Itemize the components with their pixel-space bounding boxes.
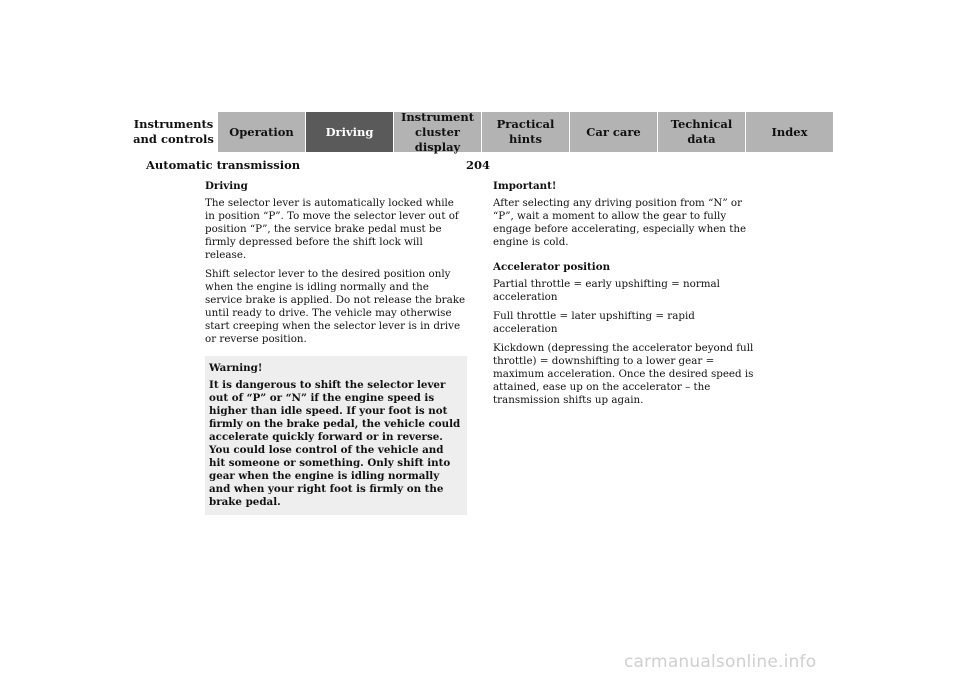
tab-instruments-and-controls[interactable]	[130, 112, 217, 152]
tab-index[interactable]	[746, 112, 833, 152]
tab-label: Driving	[325, 124, 374, 139]
driving-heading: Driving	[205, 180, 248, 192]
tab-technical-data[interactable]	[658, 112, 745, 152]
tab-label: Technical data	[670, 117, 733, 146]
tab-driving[interactable]	[306, 112, 393, 152]
tab-operation[interactable]	[218, 112, 305, 152]
important-text: After selecting any driving position from “N” or “P”, wait a moment to allow the gear to fully engage before accelerating, especially when the engine is cold.	[493, 197, 747, 248]
tab-car-care[interactable]	[570, 112, 657, 152]
tab-label: Instrument cluster display	[400, 109, 475, 154]
important-heading: Important!	[493, 180, 557, 192]
tab-label: Car care	[586, 124, 641, 139]
left-column	[205, 180, 467, 515]
shift-selector-paragraph: Shift selector lever to the desired position only when the engine is idling normally and the service brake is applied. Do not release the brake until ready to drive. The vehicle may otherwise start creeping when the selector lever is in drive or reverse position.	[205, 268, 466, 345]
tab-instrument-cluster-display[interactable]	[394, 109, 481, 154]
warning-text: It is dangerous to shift the selector lever out of “P” or “N” if the engine speed is higher than idle speed. If your foot is not firmly on the brake pedal, the vehicle could accelerate quickly forward or in reverse. You could lose control of the vehicle and hit someone or something. Only shift into gear when the engine is idling normally and when your right foot is firmly on the brake pedal.	[209, 379, 461, 508]
kickdown-paragraph: Kickdown (depressing the accelerator beyond full throttle) = downshifting to a lower gear = maximum acceleration. Once the desired speed is attained, ease up on the accelerator – the transmission shifts up again.	[493, 342, 754, 406]
chapter-tabs	[130, 109, 834, 154]
warning-title: Warning!	[209, 362, 263, 374]
shift-lock-paragraph: The selector lever is automatically locked while in position “P”. To move the selector lever out of position “P”, the service brake pedal must be firmly depressed before the shift lock will release.	[205, 197, 459, 261]
accelerator-heading: Accelerator position	[493, 261, 611, 273]
tab-label: Practical hints	[496, 117, 555, 146]
tab-label: Instruments and controls	[133, 117, 214, 146]
partial-throttle-line: Partial throttle = early upshifting = normal acceleration	[493, 278, 720, 303]
section-title: Automatic transmission	[146, 158, 301, 172]
right-column	[493, 180, 755, 413]
tab-label: Operation	[229, 124, 294, 139]
page-number: 204	[466, 158, 491, 172]
tab-practical-hints[interactable]	[482, 112, 569, 152]
watermark: carmanualsonline.info	[624, 652, 817, 672]
warning-box	[205, 356, 467, 515]
full-throttle-line: Full throttle = later upshifting = rapid acceleration	[493, 310, 695, 335]
tab-label: Index	[771, 124, 808, 139]
